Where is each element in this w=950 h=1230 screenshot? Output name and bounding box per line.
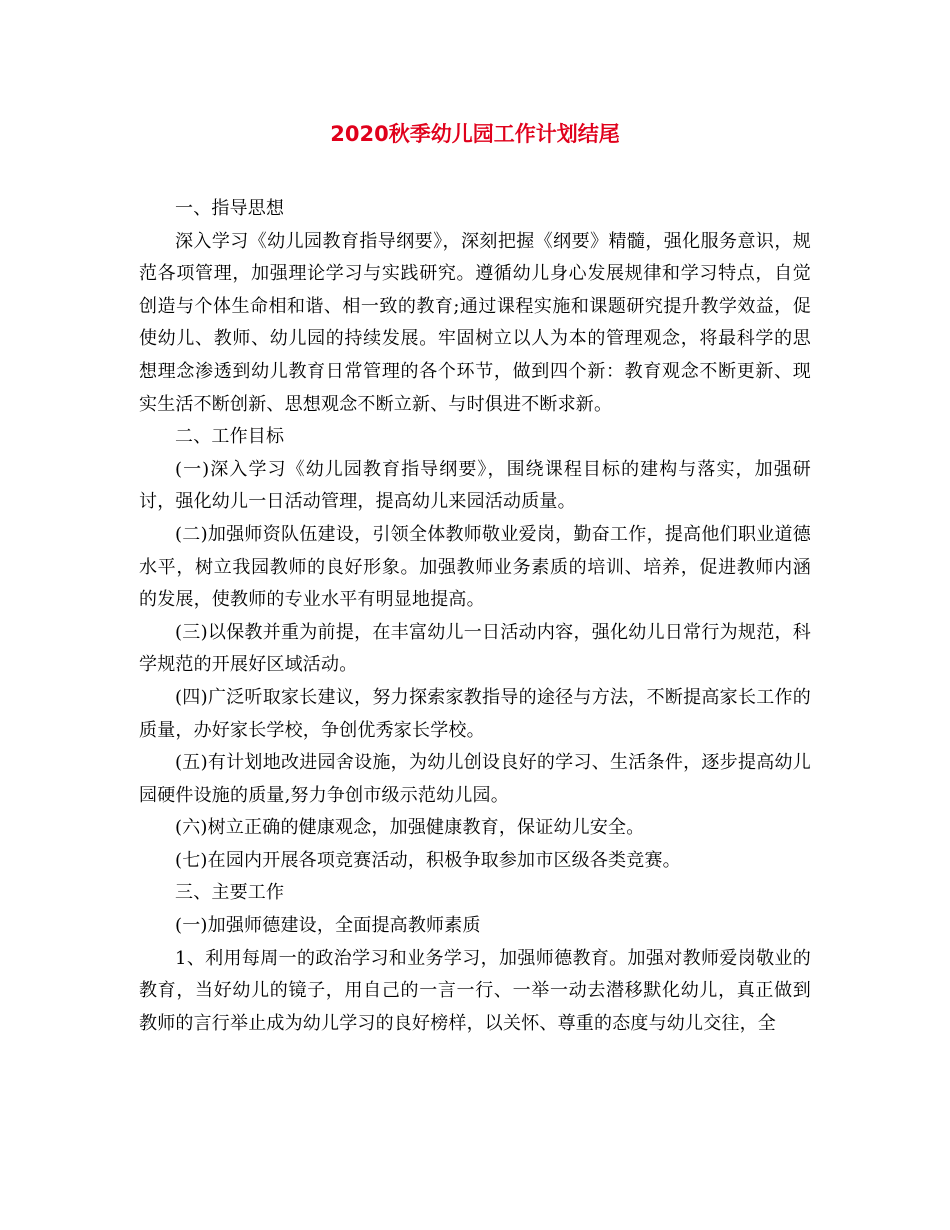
goal-item-6: (六)树立正确的健康观念，加强健康教育，保证幼儿安全。 [175,817,645,839]
goal-item-4: (四)广泛听取家长建议，努力探索家教指导的途径与方法，不断提高家长工作的质量，办好家长学校，争创优秀家长学校。 [139,686,811,741]
goal-item-5: (五)有计划地改进园舍设施，为幼儿创设良好的学习、生活条件，逐步提高幼儿园硬件设施的质量,努力争创市级示范幼儿园。 [139,752,811,806]
document-title: 2020秋季幼儿园工作计划结尾 [330,122,620,146]
goal-item-1: (一)深入学习《幼儿园教育指导纲要》，围绕课程目标的建构与落实，加强研讨，强化幼儿一日活动管理，提高幼儿来园活动质量。 [139,458,811,513]
section-heading-main-work: 三、主要工作 [175,882,285,904]
subsection-heading-teacher-ethics: (一)加强师德建设，全面提高教师素质 [175,915,481,937]
document-body [139,193,811,1040]
section-heading-guiding-thought: 一、指导思想 [175,198,285,219]
goal-item-7: (七)在园内开展各项竞赛活动，积极争取参加市区级各类竞赛。 [175,849,681,871]
paragraph-guiding-thought: 深入学习《幼儿园教育指导纲要》，深刻把握《纲要》精髓，强化服务意识，规范各项管理，加强理论学习与实践研究。遵循幼儿身心发展规律和学习特点，自觉创造与个体生命相和谐、相一致的教育;通过课程实施和课题研究提升教学效益，促使幼儿、教师、幼儿园的持续发展。牢固树立以人为本的管理观念，将最科学的思想理念渗透到幼儿教育日常管理的各个环节，做到四个新：教育观念不断更新、现实生活不断创新、思想观念不断立新、与时俱进不断求新。 [139,230,811,415]
goal-item-3: (三)以保教并重为前提，在丰富幼儿一日活动内容，强化幼儿日常行为规范，科学规范的开展好区域活动。 [139,621,811,676]
goal-item-2: (二)加强师资队伍建设，引领全体教师敬业爱岗，勤奋工作，提高他们职业道德水平，树立我园教师的良好形象。加强教师业务素质的培训、培养，促进教师内涵的发展，使教师的专业水平有明显地提高。 [139,523,811,611]
paragraph-teacher-ethics-1: 1、利用每周一的政治学习和业务学习，加强师德教育。加强对教师爱岗敬业的教育，当好幼儿的镜子，用自己的一言一行、一举一动去潜移默化幼儿，真正做到教师的言行举止成为幼儿学习的良好榜样，以关怀、尊重的态度与幼儿交往，全 [139,947,811,1034]
section-heading-work-goals: 二、工作目标 [175,426,285,448]
